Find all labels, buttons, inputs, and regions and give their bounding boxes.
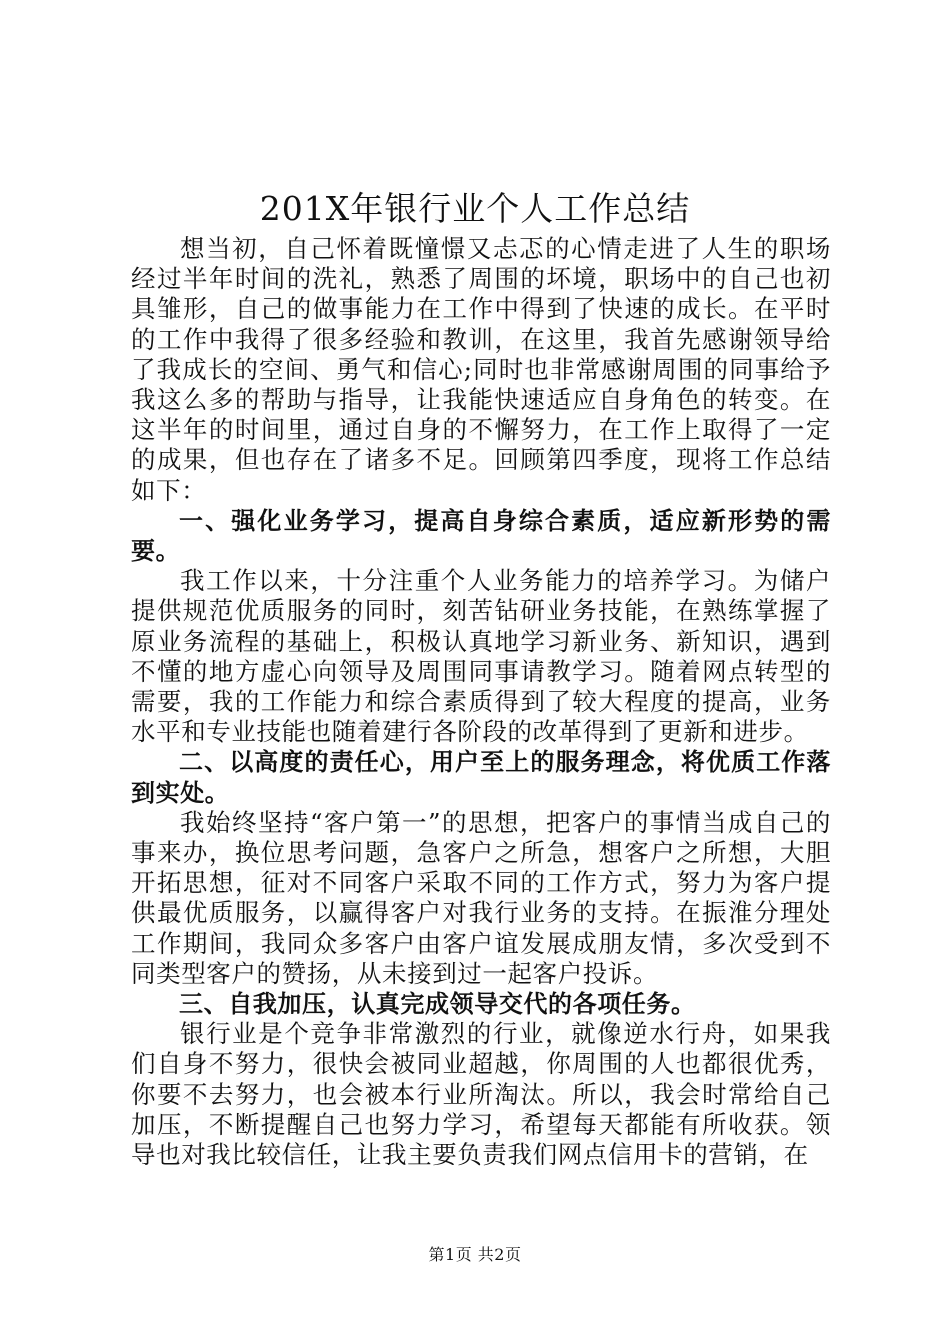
document-title: 201X年银行业个人工作总结 [259, 189, 691, 228]
page-number-footer: 第1页 共2页 [428, 1245, 522, 1264]
section-heading-3: 三、自我加压，认真完成领导交代的各项任务。 [179, 990, 696, 1019]
section-2-paragraph: 我始终坚持“客户第一”的思想，把客户的事情当成自己的事来办，换位思考问题，急客户之所急，想客户之所想，大胆开拓思想，征对不同客户采取不同的工作方式，努力为客户提供最优质服务，以赢得客户对我行业务的支持。在振淮分理处工作期间，我同众多客户由客户谊发展成朋友情，多次受到不同类型客户的赞扬，从未接到过一起客户投诉。 [131, 807, 831, 988]
section-heading-2: 二、以高度的责任心，用户至上的服务理念，将优质工作落到实处。 [131, 748, 831, 807]
section-3-paragraph: 银行业是个竞争非常激烈的行业，就像逆水行舟，如果我们自身不努力，很快会被同业超越，你周围的人也都很优秀，你要不去努力，也会被本行业所淘汰。所以，我会时常给自己加压，不断提醒自己也努力学习，希望每天都能有所收获。领导也对我比较信任，让我主要负责我们网点信用卡的营销，在 [131, 1019, 831, 1170]
section-heading-1: 一、强化业务学习，提高自身综合素质，适应新形势的需要。 [131, 506, 831, 566]
document-body [131, 234, 831, 1170]
intro-paragraph: 想当初，自己怀着既憧憬又忐忑的心情走进了人生的职场经过半年时间的洗礼，熟悉了周围的坏境，职场中的自己也初具雏形，自己的做事能力在工作中得到了快速的成长。在平时的工作中我得了很多经验和教训，在这里，我首先感谢领导给了我成长的空间、勇气和信心;同时也非常感谢周围的同事给予我这么多的帮助与指导，让我能快速适应自身角色的转变。在这半年的时间里，通过自身的不懈努力，在工作上取得了一定的成果，但也存在了诸多不足。回顾第四季度，现将工作总结如下： [131, 234, 831, 505]
section-1-paragraph: 我工作以来，十分注重个人业务能力的培养学习。为储户提供规范优质服务的同时，刻苦钻研业务技能，在熟练掌握了原业务流程的基础上，积极认真地学习新业务、新知识，遇到不懂的地方虚心向领导及周围同事请教学习。随着网点转型的需要，我的工作能力和综合素质得到了较大程度的提高，业务水平和专业技能也随着建行各阶段的改革得到了更新和进步。 [131, 566, 831, 747]
